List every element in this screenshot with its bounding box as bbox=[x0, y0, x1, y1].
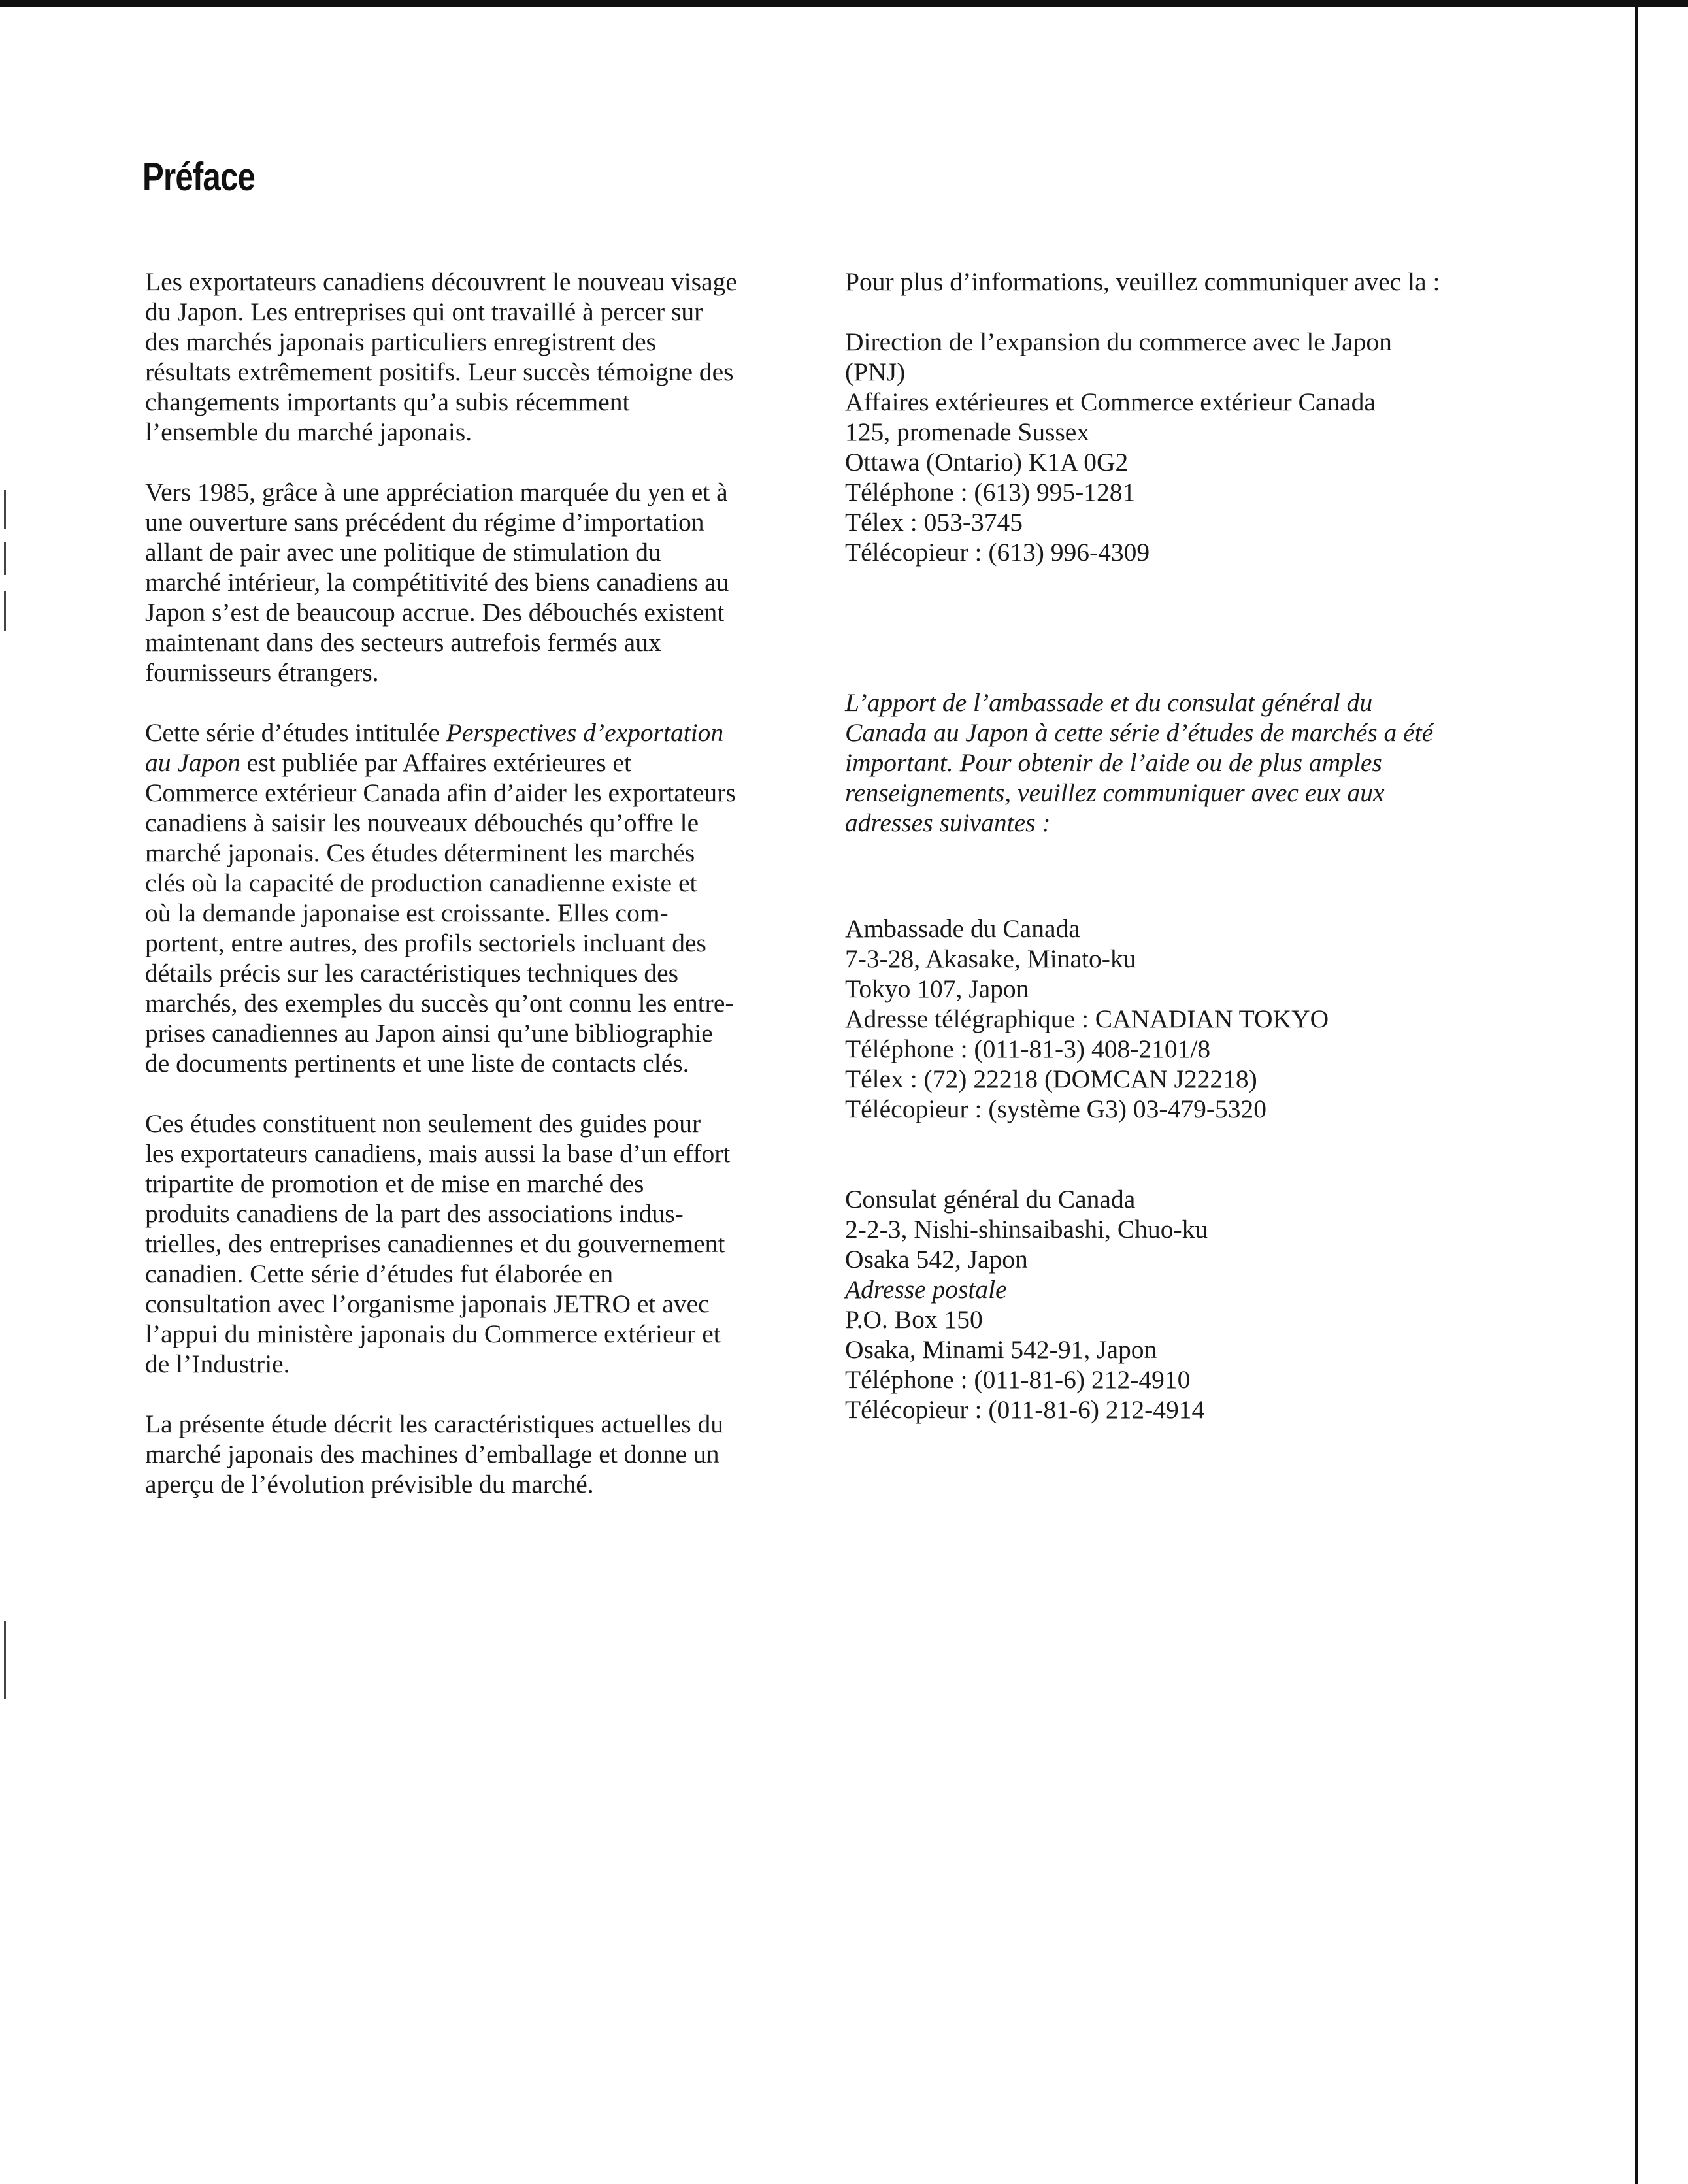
fax-line: Télécopieur : (613) 996-4309 bbox=[845, 538, 1150, 567]
text-line: prises canadiennes au Japon ainsi qu’une bibliographie bbox=[145, 1019, 713, 1048]
text-line: canadien. Cette série d’études fut élaborée en bbox=[145, 1259, 614, 1288]
text-line: clés où la capacité de production canadienne existe et bbox=[145, 869, 697, 897]
page-title: Préface bbox=[142, 155, 256, 199]
note-line: Canada au Japon à cette série d’études de marchés a été bbox=[845, 718, 1434, 747]
series-title-italic: au Japon bbox=[145, 748, 240, 777]
address-line: 2-2-3, Nishi-shinsaibashi, Chuo-ku bbox=[845, 1215, 1208, 1244]
text-line: l’ensemble du marché japonais. bbox=[145, 418, 472, 446]
address-line: (PNJ) bbox=[845, 357, 906, 386]
telex-line: Télex : (72) 22218 (DOMCAN J22218) bbox=[845, 1065, 1257, 1093]
text-line: fournisseurs étrangers. bbox=[145, 658, 379, 687]
contact-intro: Pour plus d’informations, veuillez communiquer avec la : bbox=[845, 267, 1440, 296]
text-line: du Japon. Les entreprises qui ont travaillé à percer sur bbox=[145, 297, 703, 326]
text-line: Commerce extérieur Canada afin d’aider les exportateurs bbox=[145, 778, 736, 807]
text-line: aperçu de l’évolution prévisible du marché. bbox=[145, 1470, 594, 1498]
text-line: une ouverture sans précédent du régime d’importation bbox=[145, 508, 704, 537]
text-line: Vers 1985, grâce à une appréciation marquée du yen et à bbox=[145, 478, 728, 506]
text-line: marché japonais des machines d’emballage et donne un bbox=[145, 1440, 720, 1468]
text-line bbox=[145, 718, 825, 748]
address-line: Osaka, Minami 542-91, Japon bbox=[845, 1335, 1157, 1364]
phone-line: Téléphone : (011-81-3) 408-2101/8 bbox=[845, 1034, 1211, 1063]
embassy-consulate-note bbox=[845, 687, 1551, 838]
address-line: 7-3-28, Akasake, Minato-ku bbox=[845, 944, 1136, 973]
text-run: est publiée par Affaires extérieures et bbox=[240, 748, 632, 777]
direction-address-block bbox=[845, 327, 1551, 567]
text-line: changements importants qu’a subis récemment bbox=[145, 388, 630, 416]
consulate-address-block bbox=[845, 1184, 1551, 1425]
note-line: L’apport de l’ambassade et du consulat général du bbox=[845, 688, 1373, 717]
fax-line: Télécopieur : (système G3) 03-479-5320 bbox=[845, 1095, 1266, 1123]
left-column bbox=[145, 267, 825, 1529]
right-column bbox=[845, 267, 1551, 1425]
text-line: détails précis sur les caractéristiques techniques des bbox=[145, 959, 679, 987]
text-line: marchés, des exemples du succès qu’ont connu les entre- bbox=[145, 989, 734, 1018]
phone-line: Téléphone : (011-81-6) 212-4910 bbox=[845, 1365, 1191, 1394]
top-border-rule bbox=[0, 0, 1688, 7]
scan-edge-mark bbox=[4, 591, 6, 631]
text-line: résultats extrêmement positifs. Leur succès témoigne des bbox=[145, 357, 734, 386]
address-line: Tokyo 107, Japon bbox=[845, 974, 1029, 1003]
text-line: Japon s’est de beaucoup accrue. Des débouchés existent bbox=[145, 598, 725, 627]
text-line bbox=[145, 748, 825, 778]
address-line: Ambassade du Canada bbox=[845, 914, 1080, 943]
address-line: Osaka 542, Japon bbox=[845, 1245, 1028, 1274]
fax-line: Télécopieur : (011-81-6) 212-4914 bbox=[845, 1395, 1205, 1424]
spacer bbox=[845, 297, 1551, 327]
address-line: Affaires extérieures et Commerce extérieur Canada bbox=[845, 388, 1376, 416]
text-line: La présente étude décrit les caractéristiques actuelles du bbox=[145, 1410, 724, 1438]
address-line: Direction de l’expansion du commerce avec le Japon bbox=[845, 327, 1392, 356]
spacer bbox=[845, 838, 1551, 914]
embassy-address-block bbox=[845, 914, 1551, 1124]
spacer bbox=[845, 1124, 1551, 1184]
paragraph-intro bbox=[145, 267, 825, 447]
text-line: canadiens à saisir les nouveaux débouchés qu’offre le bbox=[145, 808, 699, 837]
address-line: Ottawa (Ontario) K1A 0G2 bbox=[845, 448, 1129, 476]
text-line: consultation avec l’organisme japonais JETRO et avec bbox=[145, 1289, 710, 1318]
text-line: allant de pair avec une politique de stimulation du bbox=[145, 538, 661, 567]
address-line: 125, promenade Sussex bbox=[845, 418, 1090, 446]
telex-line: Télex : 053-3745 bbox=[845, 508, 1023, 537]
spacer bbox=[845, 567, 1551, 687]
text-line: Les exportateurs canadiens découvrent le nouveau visage bbox=[145, 267, 737, 296]
text-line: maintenant dans des secteurs autrefois fermés aux bbox=[145, 628, 661, 657]
text-line: de l’Industrie. bbox=[145, 1349, 290, 1378]
scan-edge-mark bbox=[4, 490, 6, 529]
text-line: trielles, des entreprises canadiennes et du gouvernement bbox=[145, 1229, 725, 1258]
text-line: l’appui du ministère japonais du Commerce extérieur et bbox=[145, 1319, 721, 1348]
telegraph-line: Adresse télégraphique : CANADIAN TOKYO bbox=[845, 1004, 1329, 1033]
address-line: P.O. Box 150 bbox=[845, 1305, 983, 1334]
text-line: Ces études constituent non seulement des guides pour bbox=[145, 1109, 701, 1138]
paragraph-series bbox=[145, 718, 825, 1078]
text-line: portent, entre autres, des profils sectoriels incluant des bbox=[145, 929, 706, 957]
text-line: de documents pertinents et une liste de contacts clés. bbox=[145, 1049, 689, 1078]
paragraph-guides bbox=[145, 1108, 825, 1379]
text-line: tripartite de promotion et de mise en marché des bbox=[145, 1169, 644, 1198]
text-line: où la demande japonaise est croissante. Elles com- bbox=[145, 899, 669, 927]
note-line: important. Pour obtenir de l’aide ou de plus amples bbox=[845, 748, 1382, 777]
phone-line: Téléphone : (613) 995-1281 bbox=[845, 478, 1136, 506]
text-line: marché japonais. Ces études déterminent les marchés bbox=[145, 838, 695, 867]
scan-edge-mark bbox=[4, 1621, 6, 1699]
text-line: marché intérieur, la compétitivité des biens canadiens au bbox=[145, 568, 729, 597]
text-line: produits canadiens de la part des associations indus- bbox=[145, 1199, 684, 1228]
paragraph-1985 bbox=[145, 477, 825, 687]
series-title-italic: Perspectives d’exportation bbox=[446, 718, 724, 747]
note-line: renseignements, veuillez communiquer avec eux aux bbox=[845, 778, 1385, 807]
text-line: les exportateurs canadiens, mais aussi la base d’un effort bbox=[145, 1139, 731, 1168]
address-line: Consulat général du Canada bbox=[845, 1185, 1136, 1214]
text-run: Cette série d’études intitulée bbox=[145, 718, 446, 747]
paragraph-study-scope bbox=[145, 1409, 825, 1499]
text-line: des marchés japonais particuliers enregistrent des bbox=[145, 327, 657, 356]
right-border-rule bbox=[1635, 7, 1638, 2184]
note-line: adresses suivantes : bbox=[845, 808, 1051, 837]
scan-edge-mark bbox=[4, 542, 6, 575]
postal-address-label: Adresse postale bbox=[845, 1275, 1007, 1304]
